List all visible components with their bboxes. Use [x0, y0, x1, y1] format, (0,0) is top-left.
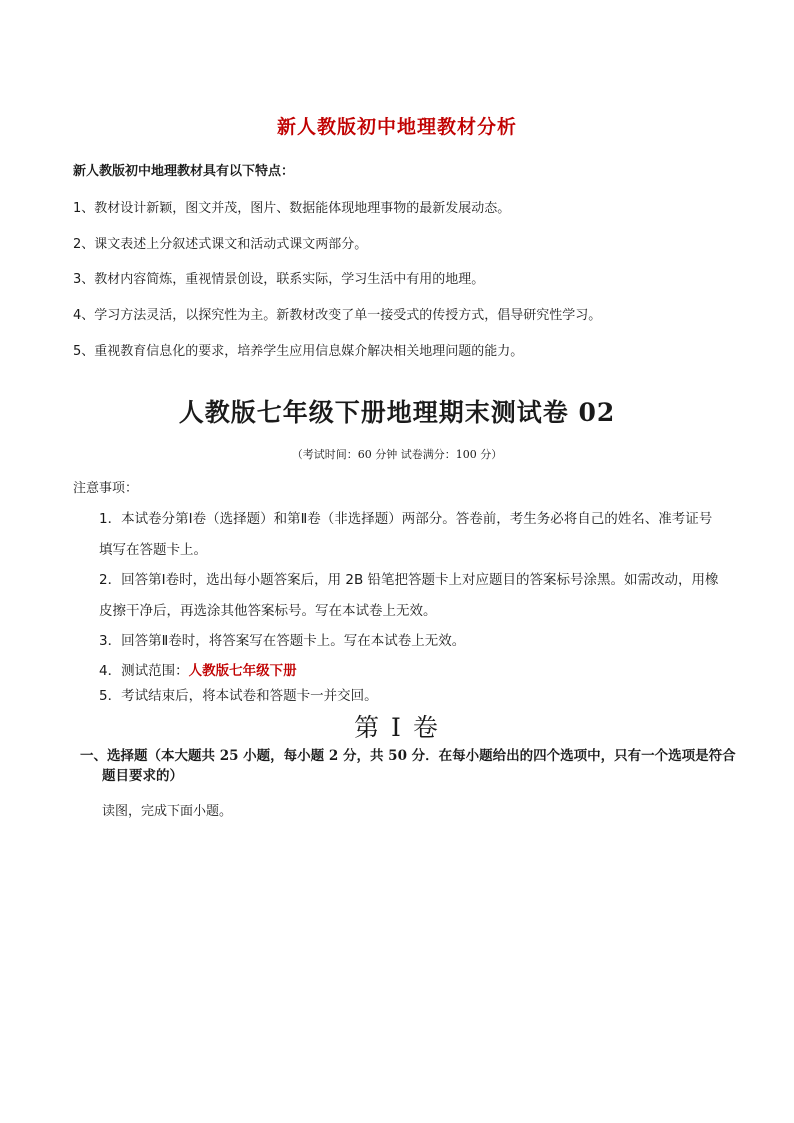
notice-item-2-text: 2．回答第Ⅰ卷时，选出每小题答案后，用 2B 铅笔把答题卡上对应题目的答案标号涂黑。如需改动，用橡皮擦干净后，再选涂其他答案标号。写在本试卷上无效。: [99, 572, 719, 619]
notice-heading: 注意事项：: [73, 481, 139, 496]
test-scope-value: 人教版七年级下册: [188, 663, 297, 679]
exam-info: （考试时间：60 分钟 试卷满分：100 分）: [291, 448, 503, 461]
notice-item-2: [73, 565, 725, 627]
notice-item-3-text: 3．回答第Ⅱ卷时，将答案写在答题卡上。写在本试卷上无效。: [99, 633, 466, 649]
volume-title: 第 I 卷: [354, 713, 440, 742]
intro-lead: 新人教版初中地理教材具有以下特点：: [73, 164, 295, 179]
notice-item-3: [73, 626, 725, 657]
section-heading: 一、选择题（本大题共 25 小题，每小题 2 分，共 50 分．在每小题给出的四个选项中，只有一个选项是符合题目要求的）: [80, 748, 736, 784]
notice-item-1-text: 1．本试卷分第Ⅰ卷（选择题）和第Ⅱ卷（非选择题）两部分。答卷前，考生务必将自己的姓名、准考证号填写在答题卡上。: [99, 511, 713, 558]
question-instruction: 读图，完成下面小题。: [102, 804, 233, 819]
notice-item-1: [73, 504, 725, 566]
intro-title: 新人教版初中地理教材分析: [276, 116, 517, 138]
notice-item-5-text: 5．考试结束后，将本试卷和答题卡一并交回。: [99, 688, 378, 704]
feature-item-2: 2、课文表述上分叙述式课文和活动式课文两部分。: [73, 237, 368, 252]
feature-item-4: 4、学习方法灵活，以探究性为主。新教材改变了单一接受式的传授方式，倡导研究性学习。: [73, 308, 602, 323]
feature-item-3: 3、教材内容简炼，重视情景创设，联系实际，学习生活中有用的地理。: [73, 272, 485, 287]
exam-title: 人教版七年级下册地理期末测试卷 02: [178, 398, 616, 427]
feature-item-1: 1、教材设计新颖，图文并茂，图片、数据能体现地理事物的最新发展动态。: [73, 201, 511, 216]
feature-item-5: 5、重视教育信息化的要求，培养学生应用信息媒介解决相关地理问题的能力。: [73, 344, 524, 359]
test-scope-label: 4．测试范围：: [99, 663, 189, 679]
